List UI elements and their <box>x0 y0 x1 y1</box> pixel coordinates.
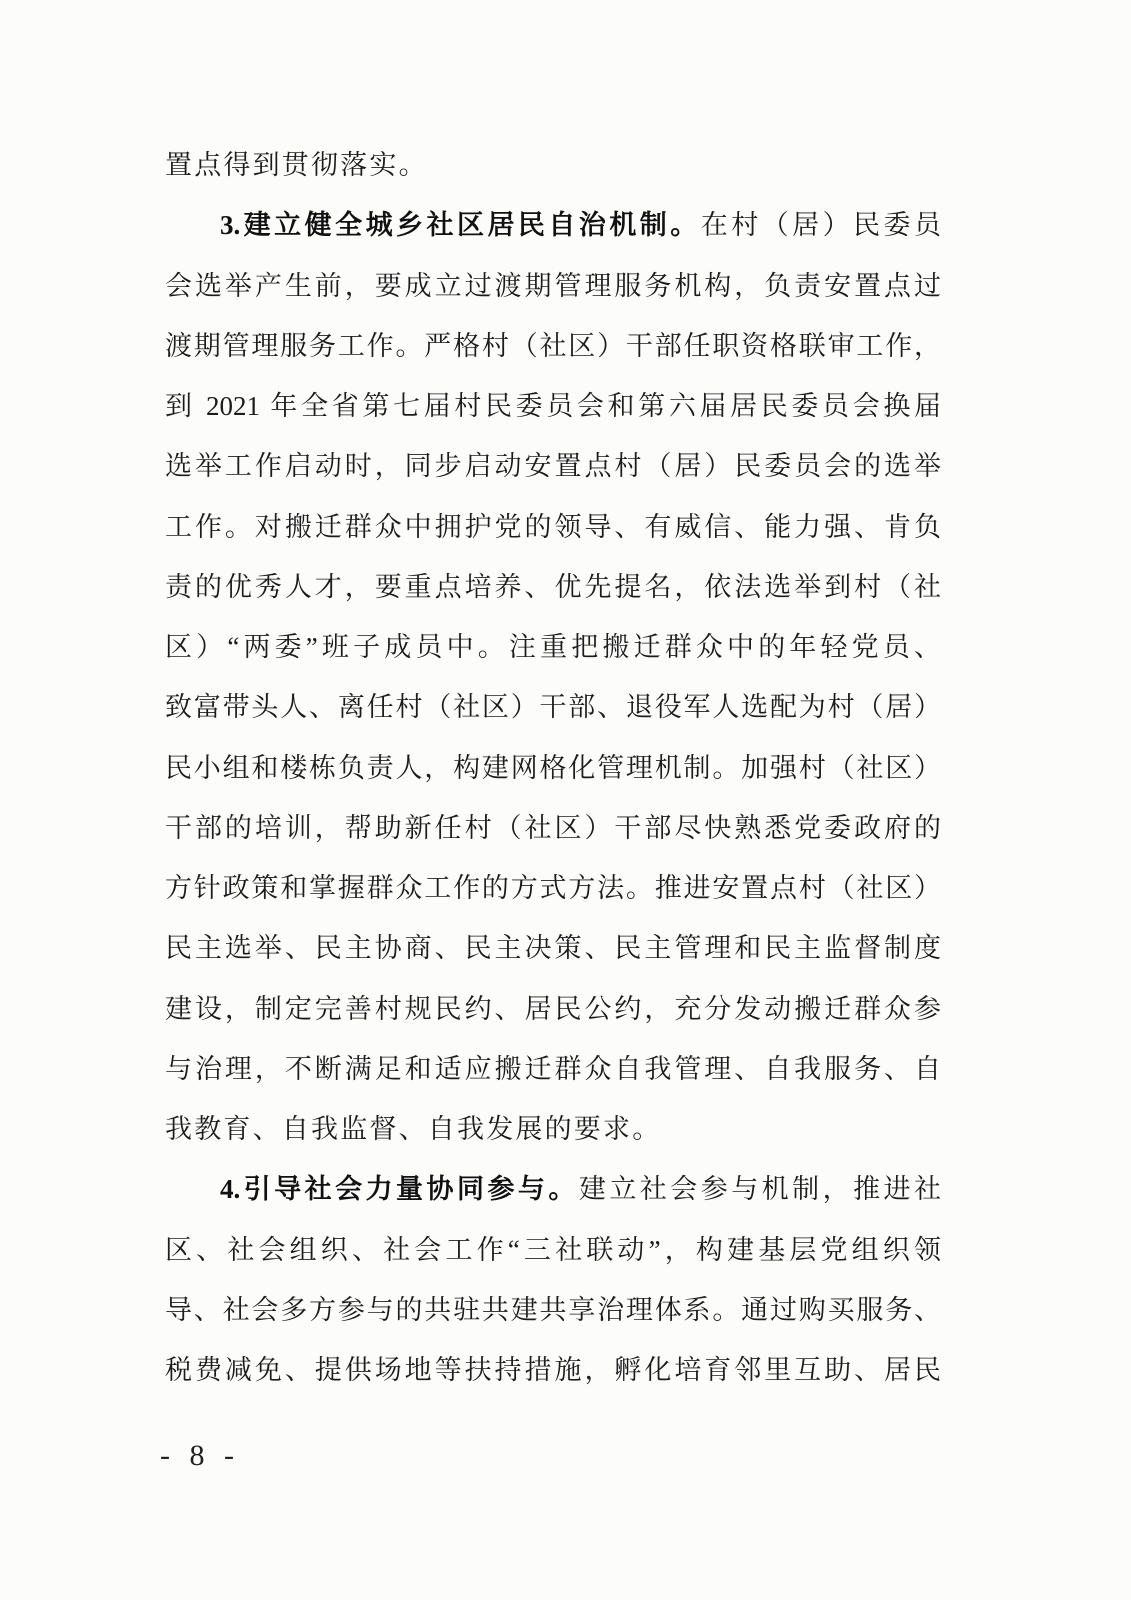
text-line <box>165 436 941 496</box>
line-text: 民主选举、民主协商、民主决策、民主管理和民主监督制度 <box>165 933 941 964</box>
text-line <box>165 557 941 617</box>
text-line <box>165 617 941 677</box>
line-text: 区、社会组织、社会工作“三社联动”，构建基层党组织领 <box>165 1234 941 1265</box>
text-line <box>165 1340 941 1400</box>
text-line <box>165 738 941 798</box>
text-line <box>165 798 941 858</box>
text-line <box>165 316 941 376</box>
body-text <box>165 135 941 1400</box>
line-text: 导、社会多方参与的共驻共建共享治理体系。通过购买服务、 <box>165 1294 941 1325</box>
line-text: 责的优秀人才，要重点培养、优先提名，依法选举到村（社 <box>165 571 941 602</box>
section-4-heading: 4.引导社会力量协同参与。 <box>220 1174 579 1205</box>
text-line <box>165 256 941 316</box>
line-text: 在村（居）民委员 <box>700 210 941 241</box>
text-line <box>165 1099 941 1159</box>
line-text: 会选举产生前，要成立过渡期管理服务机构，负责安置点过 <box>165 270 941 301</box>
line-text: 建设，制定完善村规民约、居民公约，充分发动搬迁群众参 <box>165 993 941 1024</box>
line-text: 方针政策和掌握群众工作的方式方法。推进安置点村（社区） <box>165 873 941 903</box>
line-text: 工作。对搬迁群众中拥护党的领导、有威信、能力强、肯负 <box>165 511 941 542</box>
line-text: 建立社会参与机制，推进社 <box>578 1174 941 1205</box>
line-text: 到 2021 年全省第七届村民委员会和第六届居民委员会换届 <box>165 391 941 421</box>
text-line <box>165 376 941 436</box>
line-text: 民小组和楼栋负责人，构建网格化管理机制。加强村（社区） <box>165 752 941 783</box>
section-4-first-line <box>165 1159 941 1219</box>
line-text: 区）“两委”班子成员中。注重把搬迁群众中的年轻党员、 <box>165 632 941 662</box>
text-line <box>165 497 941 557</box>
text-line <box>165 1220 941 1280</box>
line-text: 税费减免、提供场地等扶持措施，孵化培育邻里互助、居民 <box>165 1355 941 1385</box>
page-number: - 8 - <box>160 1439 240 1472</box>
text-line <box>165 135 941 195</box>
text-line <box>165 858 941 918</box>
line-text: 干部的培训，帮助新任村（社区）干部尽快熟悉党委政府的 <box>165 812 941 843</box>
line-text: 选举工作启动时，同步启动安置点村（居）民委员会的选举 <box>165 451 941 482</box>
text-line <box>165 979 941 1039</box>
line-text: 渡期管理服务工作。严格村（社区）干部任职资格联审工作， <box>165 330 941 361</box>
line-text: 致富带头人、离任村（社区）干部、退役军人选配为村（居） <box>165 692 941 723</box>
section-3-first-line <box>165 195 941 255</box>
line-text: 与治理，不断满足和适应搬迁群众自我管理、自我服务、自 <box>165 1053 941 1084</box>
text-line <box>165 1280 941 1340</box>
section-3-heading: 3.建立健全城乡社区居民自治机制。 <box>220 210 701 241</box>
text-line <box>165 1039 941 1099</box>
line-text: 我教育、自我监督、自我发展的要求。 <box>165 1114 662 1144</box>
line-text: 置点得到贯彻落实。 <box>165 150 428 180</box>
text-line <box>165 918 941 978</box>
text-line <box>165 677 941 737</box>
